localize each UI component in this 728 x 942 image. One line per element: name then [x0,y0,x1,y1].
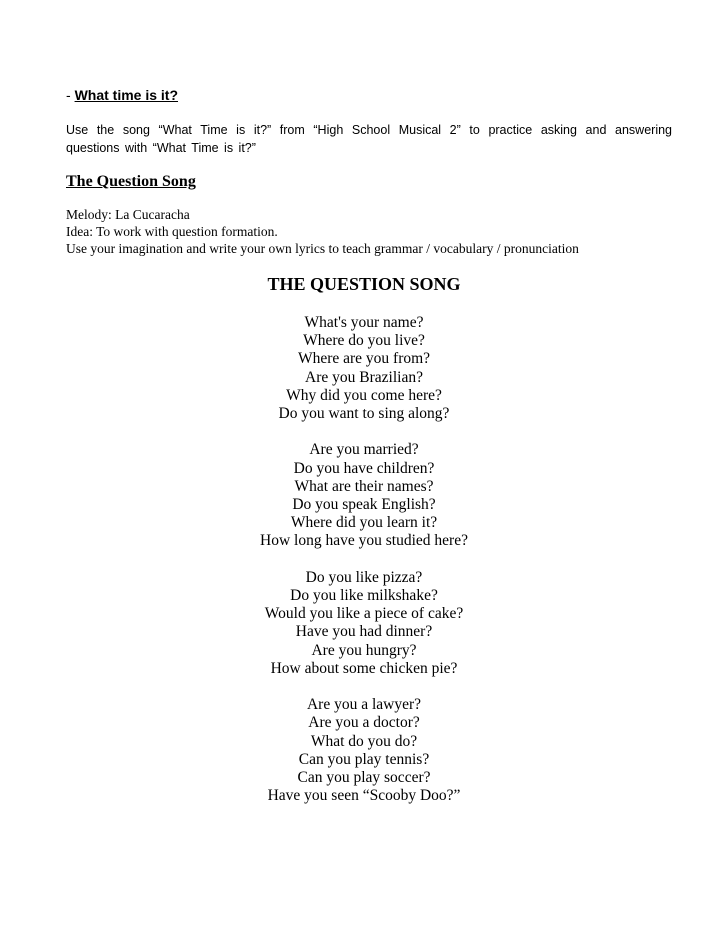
lyric-line: Do you like pizza? [305,568,423,586]
song-notes [66,206,579,257]
lyric-line: Do you speak English? [292,496,436,514]
stanza [0,569,728,678]
lyric-line: Are you a doctor? [308,714,420,732]
note-instruction: Use your imagination and write your own lyrics to teach grammar / vocabulary / pronunciation [66,241,579,256]
lyric-line: Where did you learn it? [290,514,438,532]
lyric-line: Are you married? [309,441,419,459]
activity-heading [66,86,178,104]
lyric-line: Would you like a piece of cake? [264,605,464,623]
song-lyrics [0,314,728,824]
lyric-line: Where are you from? [297,350,431,368]
lyric-line: Do you want to sing along? [278,405,450,423]
lyric-line: Are you a lawyer? [306,696,422,714]
lyric-line: What do you do? [310,732,418,750]
heading-title: What time is it? [74,87,179,103]
lyric-line: Can you play tennis? [298,750,430,768]
stanza [0,441,728,550]
lyric-line: How about some chicken pie? [270,659,458,677]
lyric-line: How long have you studied here? [260,532,468,550]
intro-paragraph: Use the song “What Time is it?” from “High School Musical 2” to practice asking and answering questions with “What Time is it?” [66,123,672,155]
song-title [0,273,728,295]
lyric-line: Can you play soccer? [297,769,431,787]
song-title-text: THE QUESTION SONG [267,274,461,294]
note-idea: Idea: To work with question formation. [66,224,278,239]
lyric-line: Do you have children? [293,459,435,477]
lyric-line: What's your name? [304,314,424,331]
lyric-line: Why did you come here? [286,386,442,404]
lyric-line: Are you Brazilian? [305,368,423,386]
section-title: The Question Song [66,173,196,190]
lyric-line: Where do you live? [303,332,425,350]
lyric-line: Do you like milkshake? [290,587,438,605]
note-melody: Melody: La Cucaracha [66,207,190,222]
heading-dash: - [66,87,71,103]
stanza [0,696,728,805]
lyric-line: Are you hungry? [311,641,417,659]
stanza [0,314,728,423]
lyric-line: Have you seen “Scooby Doo?” [267,787,461,805]
lyric-line: What are their names? [294,477,434,495]
lyric-line: Have you had dinner? [295,623,433,641]
